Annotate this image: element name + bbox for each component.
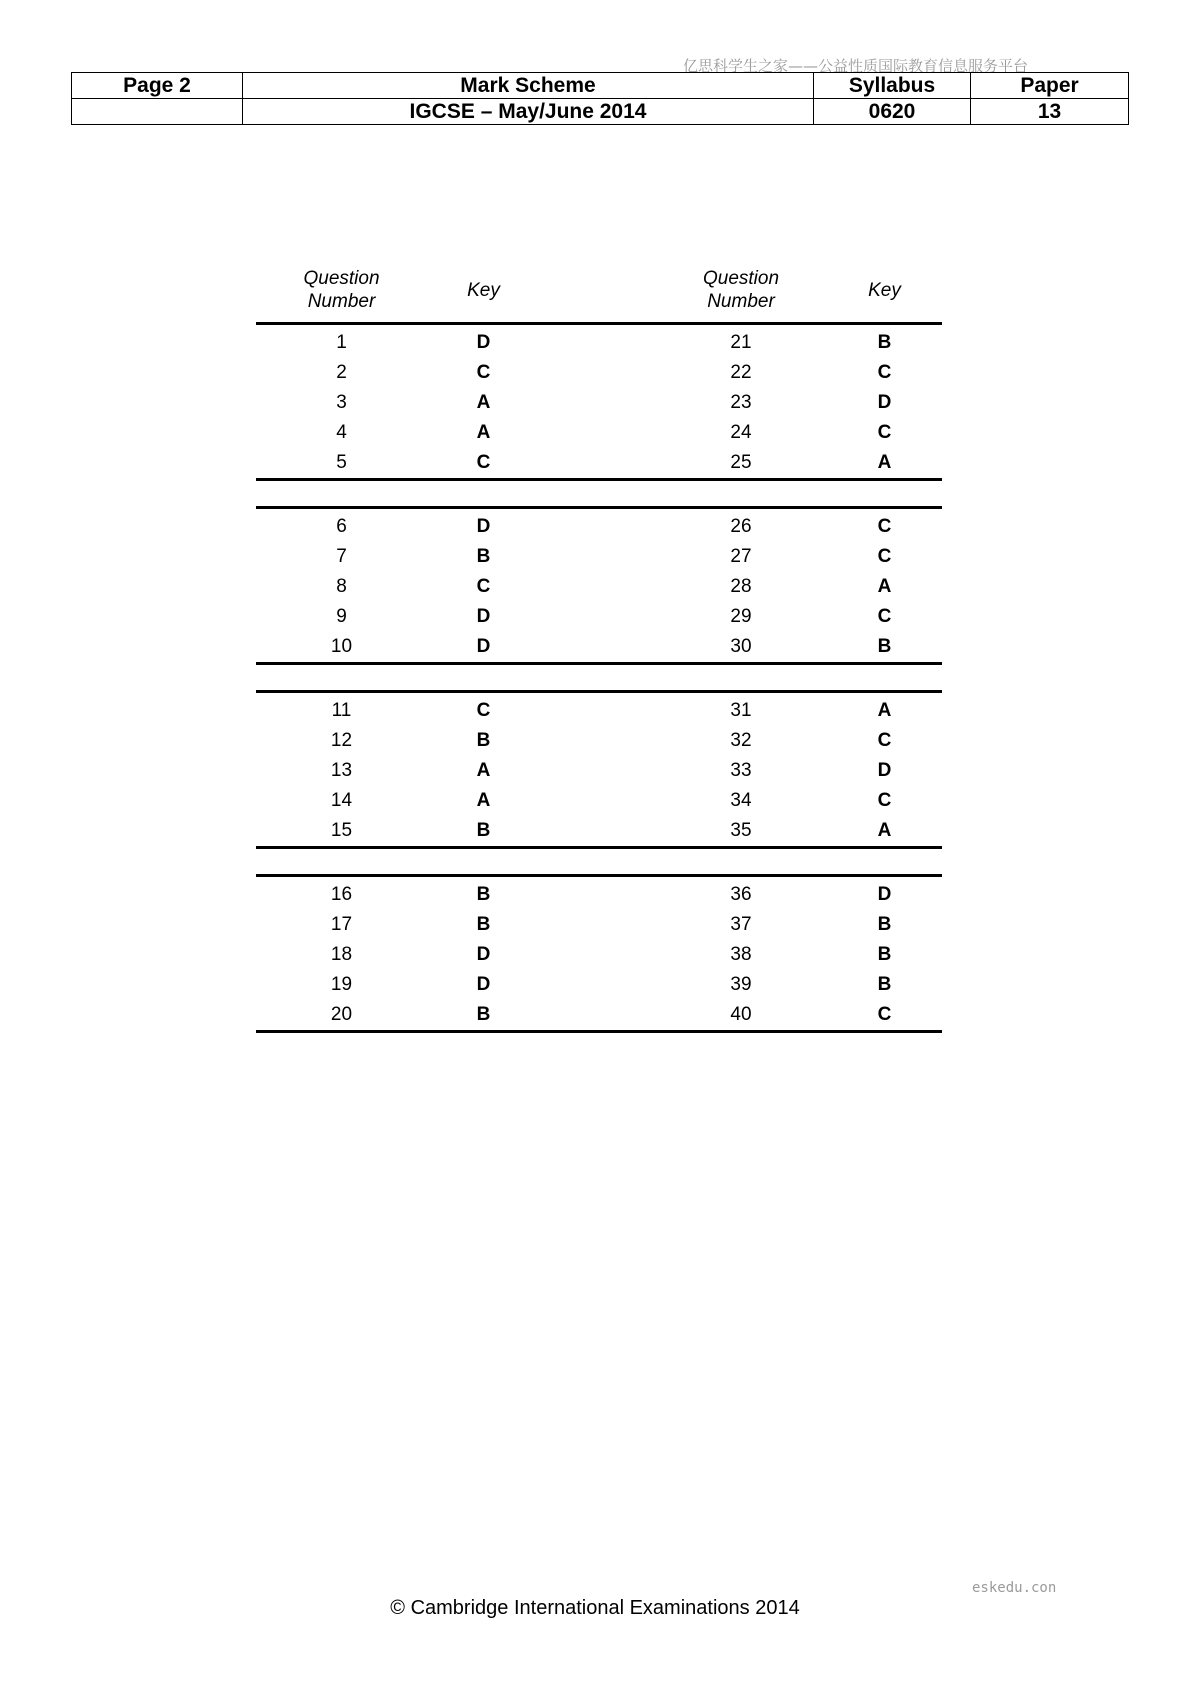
question-number-cell: 40 <box>655 1000 827 1032</box>
key-cell: B <box>427 816 540 848</box>
column-header-question-line2: Number <box>307 291 376 312</box>
spacer-cell <box>540 602 655 632</box>
table-row <box>256 726 942 756</box>
key-cell: D <box>476 516 491 537</box>
spacer-cell <box>540 692 655 727</box>
header-syllabus: 0620 <box>814 99 971 125</box>
spacer-cell <box>540 910 655 940</box>
key-cell: D <box>877 884 892 905</box>
question-number-cell: 10 <box>256 632 427 664</box>
group-separator-cell <box>256 848 942 876</box>
question-number-cell: 3 <box>336 392 347 413</box>
key-cell: C <box>877 516 892 537</box>
column-header-question-number <box>256 258 427 324</box>
key-cell: B <box>476 546 491 567</box>
key-cell: C <box>877 362 892 383</box>
table-row <box>256 324 942 359</box>
spacer-cell <box>540 632 655 664</box>
table-row <box>256 876 942 911</box>
spacer-cell <box>540 970 655 1000</box>
key-cell: A <box>476 790 491 811</box>
key-cell: B <box>827 632 942 664</box>
question-number-cell: 29 <box>730 606 752 627</box>
key-cell: C <box>877 730 892 751</box>
spacer-cell <box>540 388 655 418</box>
question-number-cell: 25 <box>655 448 827 480</box>
question-number-cell: 38 <box>730 944 752 965</box>
table-row <box>256 632 942 664</box>
question-number-cell: 31 <box>730 700 752 721</box>
question-number-cell: 11 <box>331 700 352 721</box>
question-number-cell: 16 <box>330 884 353 905</box>
table-row <box>256 418 942 448</box>
key-cell: D <box>476 332 491 353</box>
table-row <box>256 542 942 572</box>
spacer-cell <box>540 816 655 848</box>
header-page: Page 2 <box>72 73 243 99</box>
copyright-footer: © Cambridge International Examinations 2014 <box>390 1597 800 1619</box>
question-number-cell: 9 <box>336 606 347 627</box>
spacer-cell <box>540 726 655 756</box>
spacer-cell <box>540 572 655 602</box>
spacer-cell <box>540 448 655 480</box>
group-separator <box>256 664 942 692</box>
question-number-cell: 24 <box>730 422 752 443</box>
key-cell: B <box>476 884 491 905</box>
table-row <box>256 692 942 727</box>
key-cell: A <box>827 816 942 848</box>
key-cell: A <box>476 392 491 413</box>
header-title: Mark Scheme <box>243 73 814 99</box>
table-row <box>256 786 942 816</box>
question-number-cell: 33 <box>730 760 752 781</box>
question-number-cell: 26 <box>730 516 752 537</box>
key-cell: C <box>476 576 491 597</box>
question-number-cell: 32 <box>730 730 752 751</box>
question-number-cell: 22 <box>730 362 752 383</box>
table-row <box>256 388 942 418</box>
table-row <box>256 910 942 940</box>
key-cell: B <box>877 914 892 935</box>
question-number-cell: 5 <box>256 448 427 480</box>
group-separator <box>256 480 942 508</box>
key-cell: D <box>476 974 491 995</box>
spacer-cell <box>540 876 655 911</box>
question-number-cell: 17 <box>330 914 353 935</box>
spacer-cell <box>540 756 655 786</box>
question-number-cell: 37 <box>730 914 752 935</box>
key-cell: A <box>877 576 892 597</box>
header-paper: 13 <box>971 99 1129 125</box>
key-cell: A <box>476 422 491 443</box>
key-cell: D <box>877 392 892 413</box>
header-empty-cell <box>72 99 243 125</box>
key-cell: B <box>476 914 491 935</box>
key-cell: D <box>427 632 540 664</box>
key-cell: C <box>877 790 892 811</box>
question-number-cell: 8 <box>336 576 347 597</box>
column-header-question-line2: Number <box>707 291 775 312</box>
key-cell: B <box>877 974 892 995</box>
spacer-cell <box>540 1000 655 1032</box>
question-number-cell: 13 <box>330 760 353 781</box>
answer-key-body <box>256 324 942 1032</box>
table-row <box>256 508 942 543</box>
question-number-cell: 21 <box>730 332 752 353</box>
spacer-cell <box>540 324 655 359</box>
header-paper-label: Paper <box>971 73 1129 99</box>
table-row <box>256 1000 942 1032</box>
header-table <box>71 72 1129 125</box>
spacer-cell <box>540 786 655 816</box>
table-row <box>256 756 942 786</box>
table-row <box>256 940 942 970</box>
key-cell: B <box>877 944 892 965</box>
column-header-spacer <box>540 258 655 324</box>
question-number-cell: 20 <box>256 1000 427 1032</box>
key-cell: A <box>476 760 491 781</box>
group-separator-cell <box>256 664 942 692</box>
question-number-cell: 34 <box>730 790 752 811</box>
watermark-bottom: eskedu.con <box>972 1580 1057 1596</box>
question-number-cell: 2 <box>336 362 347 383</box>
question-number-cell: 14 <box>330 790 353 811</box>
group-separator-cell <box>256 480 942 508</box>
question-number-cell: 15 <box>256 816 427 848</box>
table-row <box>256 602 942 632</box>
question-number-cell: 28 <box>730 576 752 597</box>
header-syllabus-label: Syllabus <box>814 73 971 99</box>
question-number-cell: 12 <box>330 730 353 751</box>
table-row <box>256 358 942 388</box>
question-number-cell: 19 <box>330 974 353 995</box>
key-cell: D <box>476 606 491 627</box>
spacer-cell <box>540 418 655 448</box>
answer-key-table <box>256 258 942 1033</box>
key-cell: C <box>476 700 491 721</box>
column-header-question-number <box>655 258 827 324</box>
key-cell: B <box>476 730 491 751</box>
column-header-question-line1: Question <box>303 268 380 289</box>
key-cell: C <box>877 606 892 627</box>
key-cell: C <box>877 422 892 443</box>
question-number-cell: 7 <box>336 546 347 567</box>
table-row <box>256 572 942 602</box>
spacer-cell <box>540 940 655 970</box>
spacer-cell <box>540 542 655 572</box>
key-cell: D <box>877 760 892 781</box>
key-cell: B <box>427 1000 540 1032</box>
question-number-cell: 18 <box>330 944 353 965</box>
group-separator <box>256 848 942 876</box>
spacer-cell <box>540 508 655 543</box>
table-row <box>256 816 942 848</box>
column-header-question-line1: Question <box>702 268 780 289</box>
key-cell: B <box>877 332 892 353</box>
table-row <box>256 970 942 1000</box>
question-number-cell: 1 <box>336 332 347 353</box>
table-row <box>256 448 942 480</box>
key-cell: C <box>827 1000 942 1032</box>
header-exam: IGCSE – May/June 2014 <box>243 99 814 125</box>
key-cell: A <box>827 448 942 480</box>
question-number-cell: 36 <box>730 884 752 905</box>
question-number-cell: 30 <box>655 632 827 664</box>
spacer-cell <box>540 358 655 388</box>
question-number-cell: 4 <box>336 422 347 443</box>
question-number-cell: 39 <box>730 974 752 995</box>
key-cell: C <box>476 362 491 383</box>
question-number-cell: 23 <box>730 392 752 413</box>
key-cell: C <box>427 448 540 480</box>
column-header-key: Key <box>827 258 942 324</box>
question-number-cell: 6 <box>336 516 347 537</box>
question-number-cell: 27 <box>730 546 752 567</box>
question-number-cell: 35 <box>655 816 827 848</box>
watermark-top: 亿思科学生之家——公益性质国际教育信息服务平台 <box>683 57 1029 75</box>
column-header-key: Key <box>427 258 540 324</box>
key-cell: A <box>877 700 892 721</box>
key-cell: D <box>476 944 491 965</box>
key-cell: C <box>877 546 892 567</box>
